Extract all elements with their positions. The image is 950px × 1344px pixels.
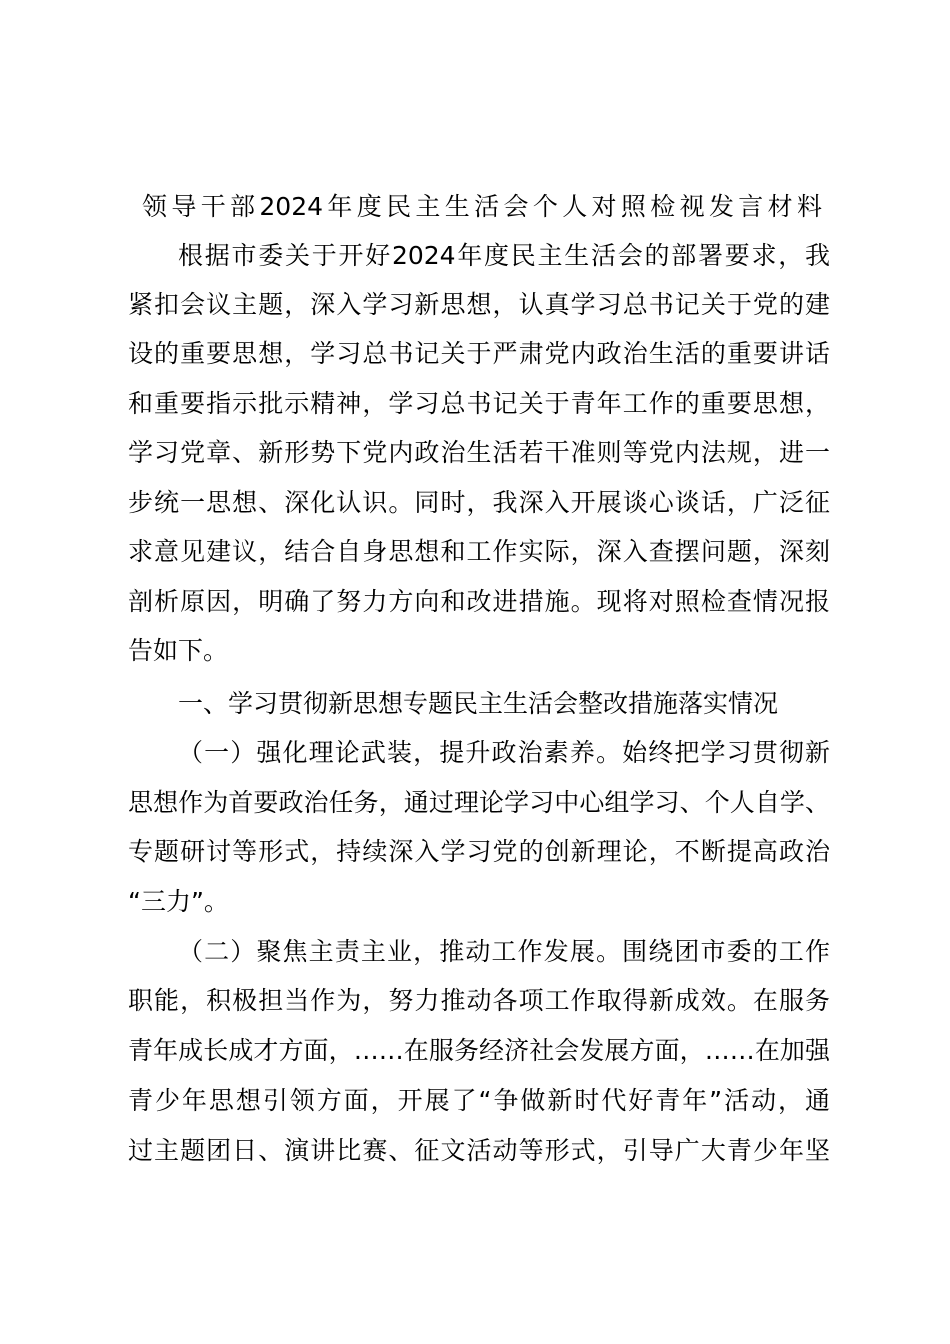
paragraph-line: “三力”。 <box>128 887 229 916</box>
paragraph-line: 紧扣会议主题，深入学习新思想，认真学习总书记关于党的建 <box>128 290 830 319</box>
paragraph-line: 设的重要思想，学习总书记关于严肃党内政治生活的重要讲话 <box>128 339 830 368</box>
paragraph-line: 青年成长成才方面，……在服务经济社会发展方面，……在加强 <box>128 1036 830 1065</box>
paragraph-line: 求意见建议，结合自身思想和工作实际，深入查摆问题，深刻 <box>128 537 830 566</box>
paragraph-line: （一）强化理论武装，提升政治素养。始终把学习贯彻新 <box>178 738 830 767</box>
paragraph-line: 专题研讨等形式，持续深入学习党的创新理论，不断提高政治 <box>128 837 830 866</box>
paragraph-line: 学习党章、新形势下党内政治生活若干准则等党内法规，进一 <box>128 438 830 467</box>
paragraph-line: （二）聚焦主责主业，推动工作发展。围绕团市委的工作 <box>178 937 830 966</box>
section-heading: 一、学习贯彻新思想专题民主生活会整改措施落实情况 <box>178 689 779 718</box>
paragraph-line: 思想作为首要政治任务，通过理论学习中心组学习、个人自学、 <box>128 788 830 817</box>
paragraph-line: 根据市委关于开好2024年度民主生活会的部署要求，我 <box>178 241 830 270</box>
paragraph-line: 剖析原因，明确了努力方向和改进措施。现将对照检查情况报 <box>128 587 830 616</box>
document-title: 领导干部2024年度民主生活会个人对照检视发言材料 <box>142 192 822 221</box>
paragraph-line: 和重要指示批示精神，学习总书记关于青年工作的重要思想， <box>128 389 830 418</box>
paragraph-line: 过主题团日、演讲比赛、征文活动等形式，引导广大青少年坚 <box>128 1136 830 1165</box>
paragraph-line: 职能，积极担当作为，努力推动各项工作取得新成效。在服务 <box>128 986 830 1015</box>
paragraph-line: 步统一思想、深化认识。同时，我深入开展谈心谈话，广泛征 <box>128 488 830 517</box>
paragraph-line: 青少年思想引领方面，开展了“争做新时代好青年”活动，通 <box>128 1086 830 1115</box>
paragraph-line: 告如下。 <box>128 636 229 665</box>
